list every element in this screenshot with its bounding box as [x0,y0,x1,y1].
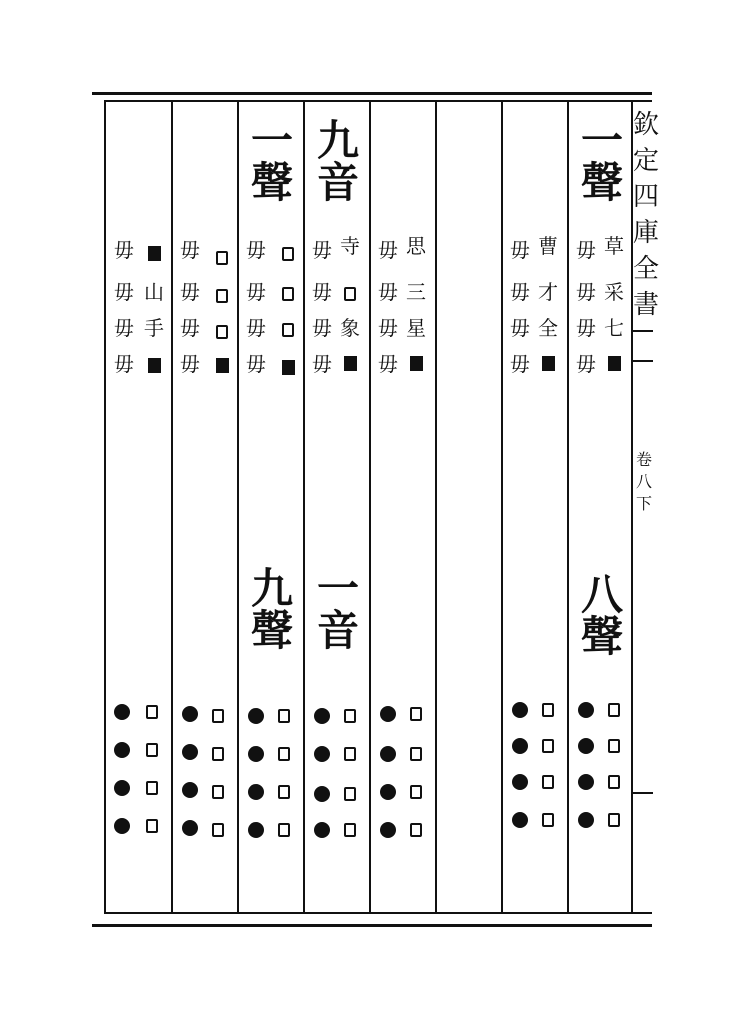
row-char: 手 [144,316,164,340]
row-filled-square [142,240,166,264]
dot-mark [110,812,134,836]
dot-mark [508,806,532,830]
prefix-char: 毋 [114,316,134,340]
row-empty-square [210,244,234,268]
margin-volume-char: 卷 [635,450,652,469]
prefix-char: 毋 [510,352,530,376]
prefix-char: 毋 [180,316,200,340]
square-mark [404,740,428,764]
top-border [92,92,652,95]
square-mark [536,732,560,756]
bottom-border-inner [104,912,652,914]
margin-title-char: 全 [632,254,659,284]
row-char: 曹 [538,234,558,258]
prefix-char: 毋 [576,280,596,304]
margin-title-char: 四 [632,182,659,212]
dot-mark [178,776,202,800]
dot-mark [244,702,268,726]
prefix-char: 毋 [312,280,332,304]
square-mark [536,768,560,792]
row-char: 草 [604,234,624,258]
margin-title-char: 欽 [632,110,659,140]
square-mark [602,806,626,830]
left-border [104,100,106,914]
row-empty-square [276,316,300,340]
row-empty-square [276,280,300,304]
square-mark [536,806,560,830]
prefix-char: 毋 [378,352,398,376]
square-mark [272,778,296,802]
square-mark [404,778,428,802]
margin-title-char: 書 [632,290,659,320]
margin-volume-char: 八 [635,472,652,491]
column-heading-char: 一 [250,116,293,165]
row-char: 七 [604,316,624,340]
margin-rule-short [633,330,653,332]
square-mark [338,740,362,764]
prefix-char: 毋 [114,280,134,304]
dot-mark [508,732,532,756]
margin-rule-short [633,792,653,794]
column-lower-heading-char: 九 [250,564,293,613]
prefix-char: 毋 [312,316,332,340]
margin-rule-short [633,360,653,362]
row-char: 三 [406,280,426,304]
row-char: 山 [144,280,164,304]
square-mark [404,816,428,840]
row-char: 采 [604,280,624,304]
prefix-char: 毋 [180,352,200,376]
column-heading-char: 聲 [250,158,293,207]
column-divider [369,102,371,912]
dot-mark [244,816,268,840]
prefix-char: 毋 [378,280,398,304]
row-empty-square [210,318,234,342]
prefix-char: 毋 [114,352,134,376]
dot-mark [376,700,400,724]
top-border-inner [104,100,652,102]
column-divider [171,102,173,912]
column-heading-char: 一 [580,116,623,165]
row-filled-square [210,352,234,376]
row-empty-square [210,282,234,306]
dot-mark [376,740,400,764]
dot-mark [574,768,598,792]
prefix-char: 毋 [114,238,134,262]
square-mark [140,736,164,760]
row-filled-square [338,350,362,374]
prefix-char: 毋 [180,238,200,262]
dot-mark [508,696,532,720]
square-mark [536,696,560,720]
prefix-char: 毋 [246,238,266,262]
square-mark [140,812,164,836]
square-mark [338,816,362,840]
margin-title-char: 定 [632,146,659,176]
dot-mark [244,778,268,802]
square-mark [140,774,164,798]
prefix-char: 毋 [246,280,266,304]
prefix-char: 毋 [576,352,596,376]
row-char: 星 [406,316,426,340]
dot-mark [110,698,134,722]
bottom-border [92,924,652,927]
square-mark [272,702,296,726]
column-heading-char: 聲 [580,158,623,207]
dot-mark [574,732,598,756]
prefix-char: 毋 [378,316,398,340]
square-mark [206,740,230,764]
square-mark [140,698,164,722]
prefix-char: 毋 [510,280,530,304]
row-filled-square [404,350,428,374]
dot-mark [310,702,334,726]
dot-mark [376,778,400,802]
row-empty-square [276,240,300,264]
square-mark [602,768,626,792]
column-lower-heading-char: 聲 [580,612,623,661]
square-mark [404,700,428,724]
row-char: 才 [538,280,558,304]
row-empty-square [338,280,362,304]
column-heading-char: 音 [316,158,359,207]
dot-mark [574,696,598,720]
column-divider [303,102,305,912]
dot-mark [508,768,532,792]
column-divider [237,102,239,912]
prefix-char: 毋 [510,316,530,340]
column-lower-heading-char: 聲 [250,606,293,655]
square-mark [338,780,362,804]
dot-mark [310,780,334,804]
prefix-char: 毋 [246,316,266,340]
square-mark [272,740,296,764]
square-mark [206,702,230,726]
prefix-char: 毋 [246,352,266,376]
column-divider [567,102,569,912]
prefix-char: 毋 [576,316,596,340]
square-mark [272,816,296,840]
margin-volume-char: 下 [635,494,652,513]
dot-mark [178,738,202,762]
prefix-char: 毋 [576,238,596,262]
column-divider [501,102,503,912]
row-char: 思 [406,234,426,258]
dot-mark [310,740,334,764]
column-heading-char: 九 [316,116,359,165]
dot-mark [244,740,268,764]
row-char: 寺 [340,234,360,258]
dot-mark [110,774,134,798]
prefix-char: 毋 [180,280,200,304]
row-char: 象 [340,316,360,340]
dot-mark [310,816,334,840]
column-lower-heading-char: 一 [316,564,359,613]
prefix-char: 毋 [378,238,398,262]
row-filled-square [142,352,166,376]
square-mark [338,702,362,726]
dot-mark [376,816,400,840]
row-char: 全 [538,316,558,340]
dot-mark [110,736,134,760]
prefix-char: 毋 [312,352,332,376]
column-lower-heading-char: 音 [316,606,359,655]
prefix-char: 毋 [312,238,332,262]
dot-mark [574,806,598,830]
row-filled-square [602,350,626,374]
square-mark [602,696,626,720]
row-filled-square [276,354,300,378]
dot-mark [178,700,202,724]
row-filled-square [536,350,560,374]
dot-mark [178,814,202,838]
margin-title-char: 庫 [632,218,659,248]
column-divider [435,102,437,912]
prefix-char: 毋 [510,238,530,262]
square-mark [206,816,230,840]
square-mark [206,778,230,802]
square-mark [602,732,626,756]
column-lower-heading-char: 八 [580,570,623,619]
